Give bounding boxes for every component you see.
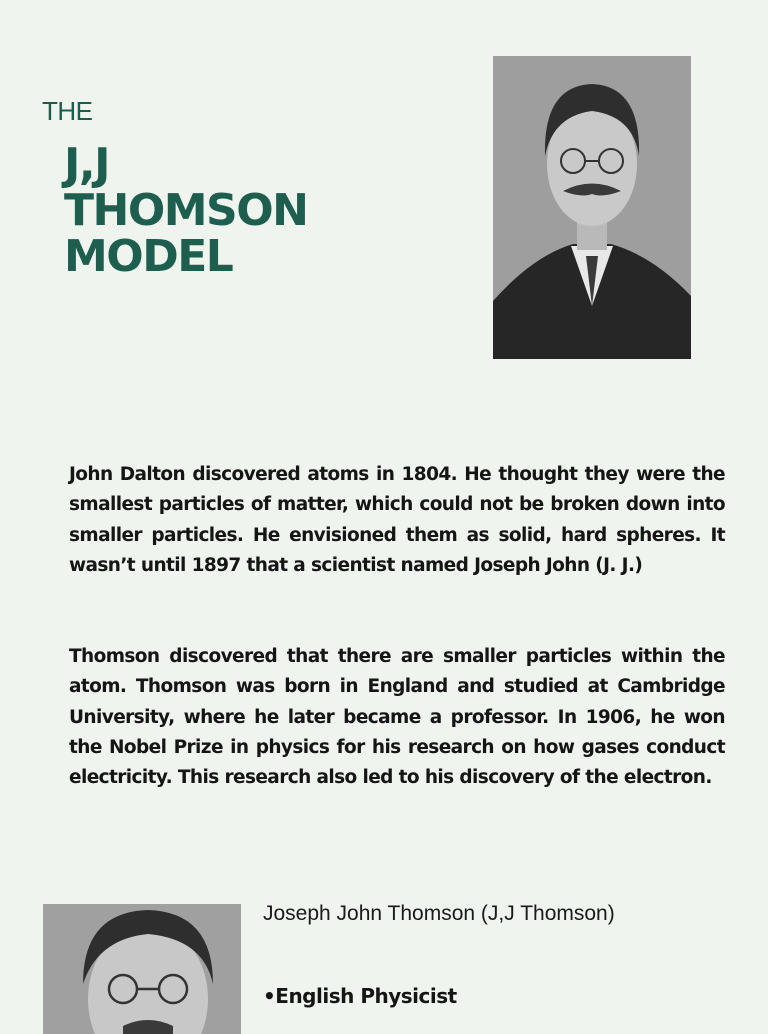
title-line-2: THOMSON: [64, 185, 308, 236]
portrait-photo-top: [493, 56, 691, 359]
portrait-illustration-small: [43, 904, 241, 1034]
discovery-paragraph: Thomson discovered that there are smaller particles within the atom. Thomson was born in England and studied at Cambridge University, where he later became a professor. In 1906, he won the Nobel Prize in physics for his research on how gases conduct electricity. This research also led to his discovery of the electron.: [69, 646, 725, 789]
page-title: [64, 139, 308, 282]
title-kicker: THE: [42, 96, 93, 126]
portrait-photo-bottom: [43, 904, 241, 1034]
portrait-illustration: [493, 56, 691, 359]
intro-paragraph: John Dalton discovered atoms in 1804. He thought they were the smallest particles of matter, which could not be broken down into smaller particles. He envisioned them as solid, hard spheres. It wasn’t until 1897 that a scientist named Joseph John (J. J.): [69, 464, 725, 576]
title-line-3: MODEL: [64, 231, 233, 282]
title-line-1: J,J: [64, 139, 109, 190]
profile-fact: •English Physicist: [263, 984, 457, 1008]
profile-name: Joseph John Thomson (J,J Thomson): [263, 902, 615, 925]
